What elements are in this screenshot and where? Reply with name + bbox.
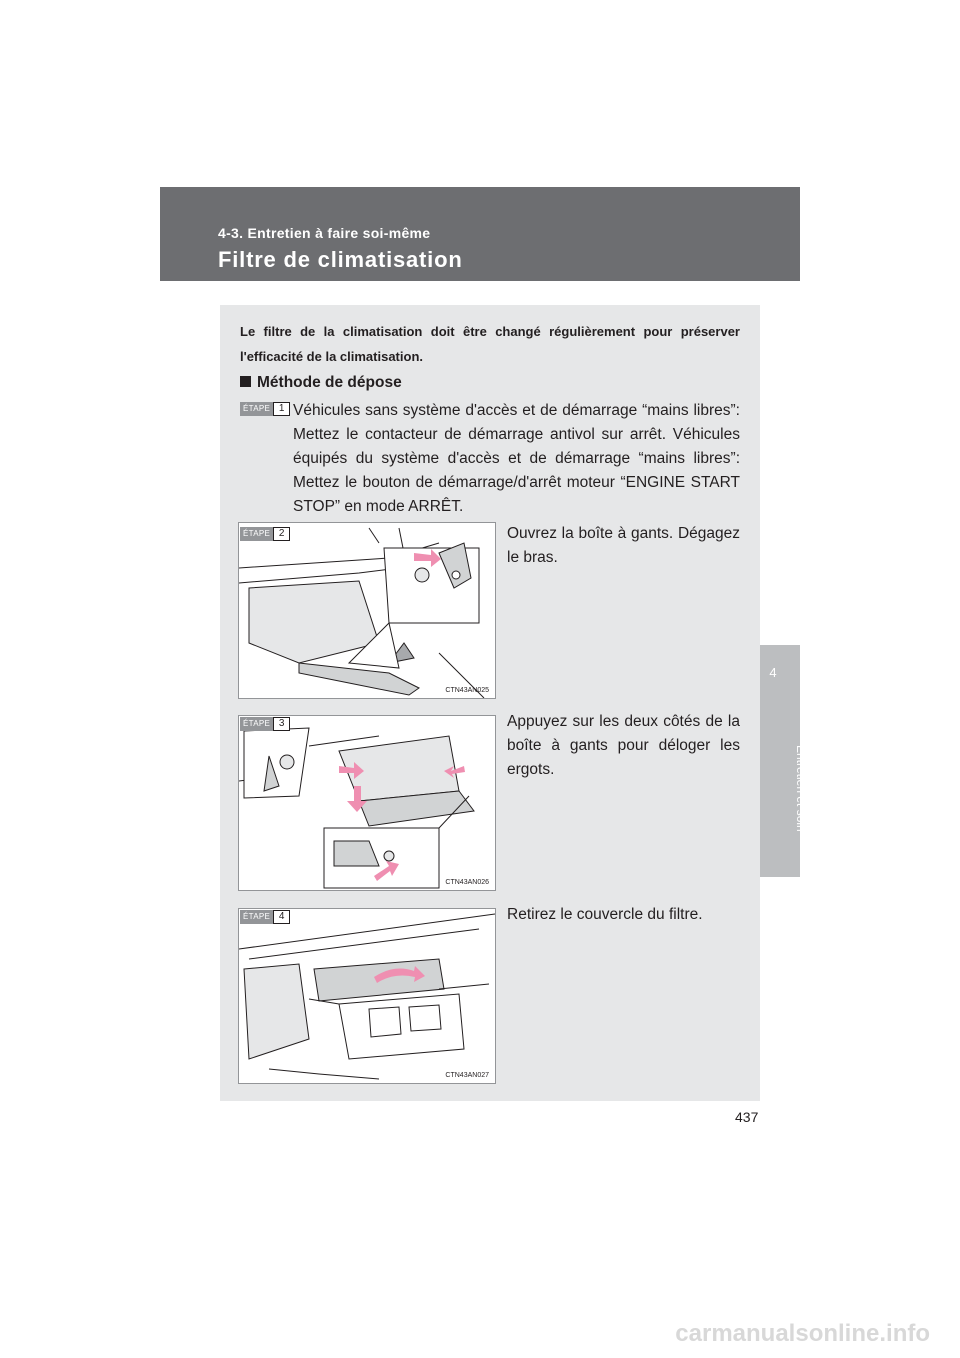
step-badge-2: [240, 527, 290, 541]
page-number: 437: [735, 1109, 759, 1125]
step-2-text: Ouvrez la boîte à gants. Dégagez le bras.: [507, 525, 740, 566]
intro-text: Le filtre de la climatisation doit être changé régulièrement pour préserver l'efficacité de la climatisation.: [240, 324, 740, 364]
section-header: [160, 187, 800, 281]
chapter-label: Entretien et soin: [794, 745, 808, 832]
step-badge-1: [240, 402, 290, 416]
instruction-box: [220, 305, 760, 1101]
step-number: 1: [273, 402, 290, 416]
step-badge-3: [240, 717, 290, 731]
square-bullet-icon: [240, 376, 251, 387]
glove-box-arm-illustration: [239, 523, 495, 698]
step-1-text: Véhicules sans système d'accès et de démarrage “mains libres”: Mettez le contacteur de démarrage antivol sur arrêt. Véhicules équipés du système d'accès et de démarrage “mains libres”: Mettez le bouton de démarrage/d'arrêt moteur “ENGINE START STOP” en mode ARRÊT.: [293, 402, 740, 515]
image-code: CTN43AN025: [445, 687, 489, 694]
image-code: CTN43AN027: [445, 1072, 489, 1079]
step-3-illustration: [238, 715, 496, 891]
page-title: Filtre de climatisation: [218, 247, 463, 272]
step-word: ÉTAPE: [240, 910, 273, 924]
step-2-illustration: [238, 522, 496, 699]
step-3-text: Appuyez sur les deux côtés de la boîte à gants pour déloger les ergots.: [507, 713, 740, 778]
image-code: CTN43AN026: [445, 879, 489, 886]
glove-box-release-illustration: [239, 716, 495, 890]
step-word: ÉTAPE: [240, 717, 273, 731]
method-heading-text: Méthode de dépose: [257, 374, 402, 391]
watermark: carmanualsonline.info: [675, 1320, 930, 1347]
step-number: 3: [273, 717, 290, 731]
step-number: 4: [273, 910, 290, 924]
section-label: 4-3. Entretien à faire soi-même: [218, 225, 431, 241]
step-word: ÉTAPE: [240, 402, 273, 416]
method-heading: [240, 374, 402, 392]
filter-cover-illustration: [239, 909, 495, 1083]
chapter-number: 4: [769, 665, 777, 680]
step-badge-4: [240, 910, 290, 924]
step-word: ÉTAPE: [240, 527, 273, 541]
step-number: 2: [273, 527, 290, 541]
step-4-illustration: [238, 908, 496, 1084]
step-4-text: Retirez le couvercle du filtre.: [507, 906, 703, 923]
